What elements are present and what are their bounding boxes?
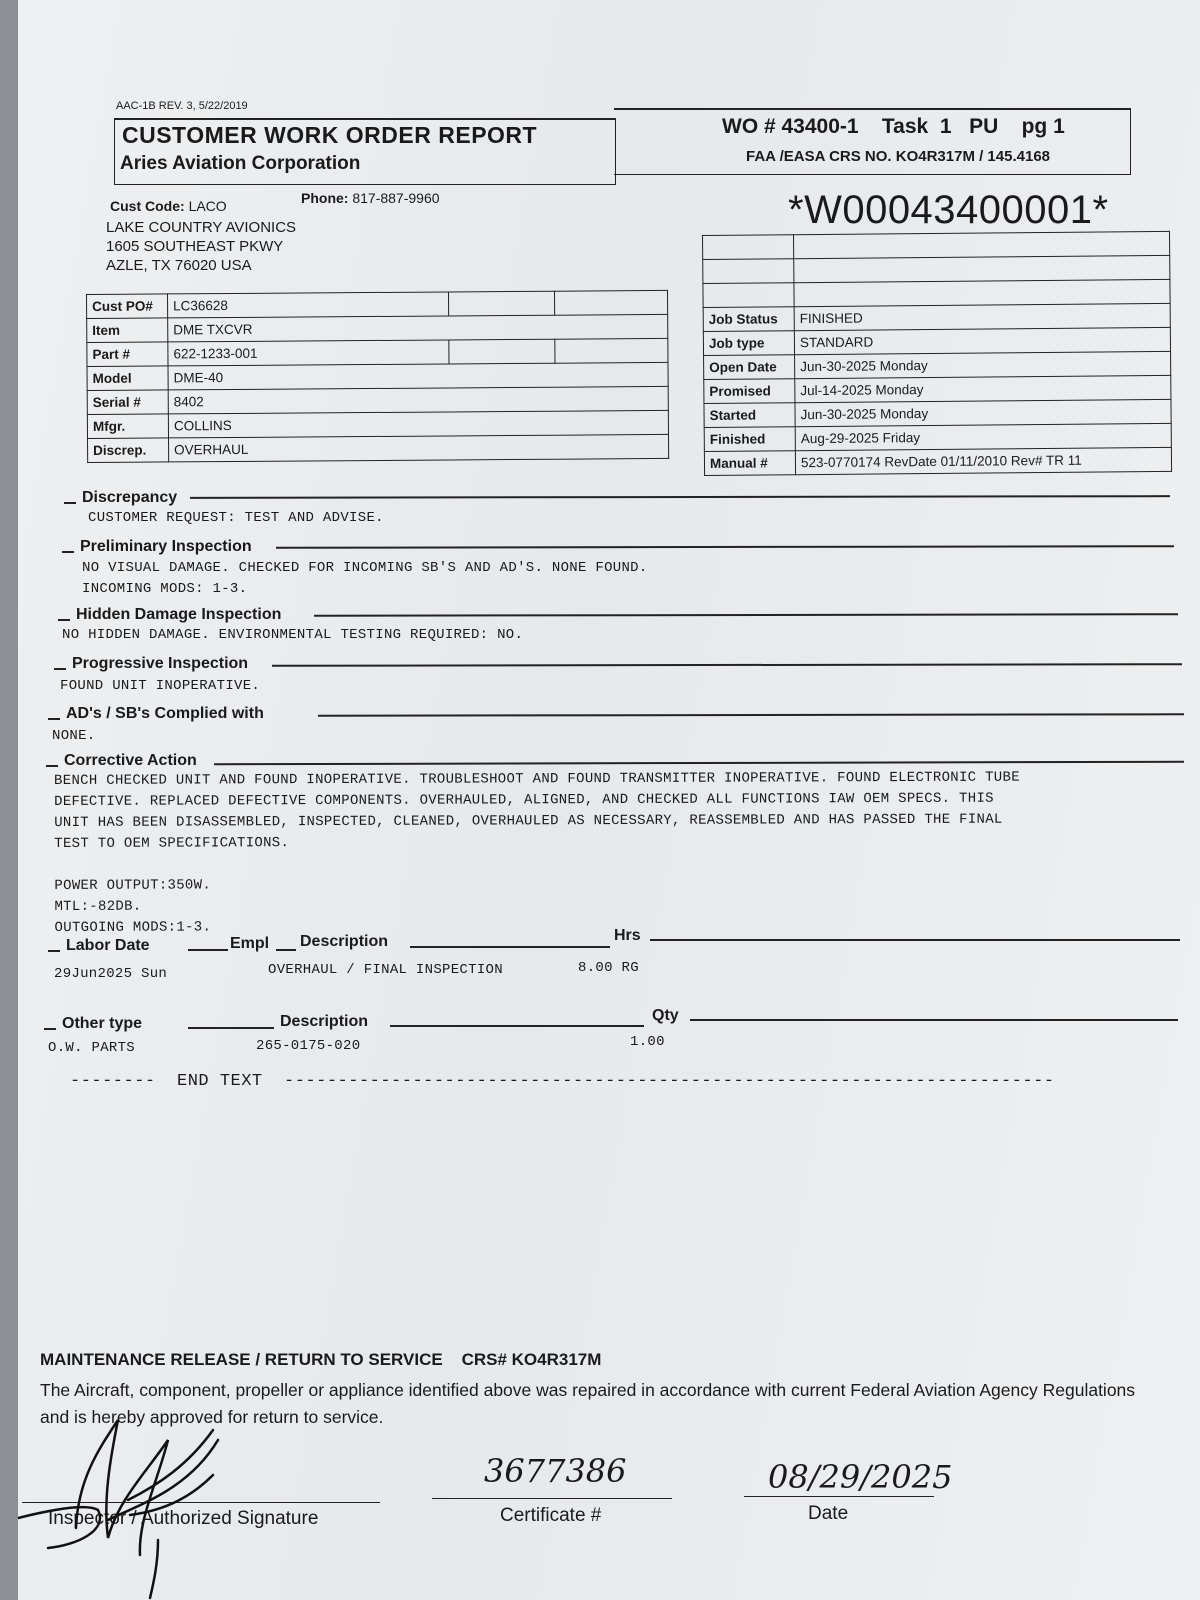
- table-row: [88, 434, 669, 462]
- header-rule: [410, 946, 610, 948]
- row-label: Model: [87, 366, 168, 391]
- header-rule: [390, 1025, 644, 1027]
- other-description: 265-0175-020: [256, 1038, 361, 1054]
- corrective-action-text: BENCH CHECKED UNIT AND FOUND INOPERATIVE. TROUBLESHOOT AND FOUND TRANSMITTER INOPERATIVE. FOUND ELECTRONIC TUBE DEFECTIVE. REPLACED DEFECTIVE COMPONENTS. OVERHAULED, ALIGNED, AND CHECKED ALL FUNCTIONS IAW OEM SPECS. THIS UNIT HAS BEEN DISASSEMBLED, INSPECTED, CLEANED, OVERHAULED AS NECESSARY, REASSEMBLED AND HAS PASSED THE FINAL TEST TO OEM SPECIFICATIONS. POWER OUTPUT:350W. MTL:-82DB. OUTGOING MODS:1-3.: [54, 769, 1020, 936]
- blank-cell: [449, 339, 555, 364]
- blank-cell: [703, 235, 794, 260]
- report-title: CUSTOMER WORK ORDER REPORT: [122, 122, 538, 148]
- blank-cell: [794, 231, 1170, 258]
- certificate-number: 3677386: [484, 1452, 627, 1490]
- labor-description: OVERHAUL / FINAL INSPECTION: [268, 962, 503, 978]
- preliminary-text: NO VISUAL DAMAGE. CHECKED FOR INCOMING SB'S AND AD'S. NONE FOUND. INCOMING MODS: 1-3.: [82, 560, 648, 597]
- address-line-1: 1605 SOUTHEAST PKWY: [106, 238, 284, 255]
- phone-value: 817-887-9960: [352, 190, 440, 206]
- qty-header: Qty: [652, 1007, 679, 1024]
- blank-cell: [703, 259, 794, 284]
- row-label: Cust PO#: [87, 294, 168, 319]
- progressive-heading: Progressive Inspection: [54, 655, 248, 673]
- row-value: Jul-14-2025 Monday: [795, 375, 1171, 402]
- row-value: LC36628: [168, 292, 449, 318]
- row-value: COLLINS: [168, 410, 668, 437]
- row-label: Mfgr.: [87, 414, 168, 439]
- row-value: 622-1233-001: [168, 340, 449, 366]
- blank-cell: [554, 290, 667, 315]
- other-qty: 1.00: [630, 1034, 665, 1050]
- row-value: Aug-29-2025 Friday: [795, 423, 1171, 450]
- inspector-signature: [18, 1380, 278, 1600]
- row-label: Serial #: [87, 390, 168, 415]
- discrepancy-heading: Discrepancy: [64, 489, 177, 507]
- other-description-header: Description: [280, 1013, 369, 1030]
- row-value: FINISHED: [794, 303, 1170, 330]
- cust-code-value: LACO: [188, 198, 227, 214]
- section-rule: [214, 761, 1184, 766]
- blank-cell: [448, 291, 554, 316]
- other-type: O.W. PARTS: [48, 1040, 136, 1056]
- certificate-line: [432, 1498, 672, 1499]
- blank-cell: [555, 338, 668, 363]
- labor-date: 29Jun2025 Sun: [54, 966, 168, 982]
- certificate-label: Certificate #: [500, 1505, 602, 1526]
- hrs-header: Hrs: [614, 927, 641, 944]
- section-rule: [314, 613, 1178, 617]
- hidden-damage-text: NO HIDDEN DAMAGE. ENVIRONMENTAL TESTING REQUIRED: NO.: [62, 627, 524, 643]
- header-rule: [690, 1019, 1178, 1021]
- job-status-table: [702, 231, 1172, 476]
- address-line-2: AZLE, TX 76020 USA: [106, 257, 252, 274]
- cust-code-label: Cust Code:: [110, 198, 185, 214]
- row-label: Manual #: [704, 451, 795, 476]
- ads-sbs-heading: AD's / SB's Complied with: [48, 705, 264, 723]
- row-value: Jun-30-2025 Monday: [795, 399, 1171, 426]
- corrective-action-heading: Corrective Action: [46, 752, 197, 770]
- labor-description-header: Description: [300, 933, 389, 950]
- row-value: STANDARD: [794, 327, 1170, 354]
- blank-cell: [794, 279, 1170, 306]
- form-revision: AAC-1B REV. 3, 5/22/2019: [116, 100, 248, 112]
- row-label: Open Date: [704, 355, 795, 380]
- blank-cell: [703, 283, 794, 308]
- date-label: Date: [808, 1503, 849, 1524]
- row-label: Part #: [87, 342, 168, 367]
- row-label: Item: [87, 318, 168, 343]
- release-date: 08/29/2025: [768, 1458, 953, 1496]
- header-rule: [650, 939, 1180, 941]
- discrepancy-text: CUSTOMER REQUEST: TEST AND ADVISE.: [88, 510, 384, 526]
- row-label: Discrep.: [88, 438, 169, 463]
- signature-label: Inspector / Authorized Signature: [48, 1508, 319, 1529]
- row-label: Finished: [704, 427, 795, 452]
- row-label: Job Status: [703, 307, 794, 332]
- section-rule: [190, 495, 1170, 499]
- row-label: Job type: [703, 331, 794, 356]
- hidden-damage-heading: Hidden Damage Inspection: [58, 606, 281, 624]
- customer-phone: [301, 190, 440, 206]
- customer-name: LAKE COUNTRY AVIONICS: [106, 219, 297, 236]
- blank-cell: [794, 255, 1170, 282]
- progressive-text: FOUND UNIT INOPERATIVE.: [60, 678, 261, 694]
- header-rule: [188, 1027, 274, 1029]
- work-order-sheet: [18, 0, 1200, 1600]
- labor-hours: 8.00 RG: [578, 960, 639, 976]
- crs-number: FAA /EASA CRS NO. KO4R317M / 145.4168: [746, 148, 1050, 165]
- row-value: DME-40: [168, 362, 668, 389]
- customer-code: [110, 198, 227, 214]
- section-rule: [276, 545, 1174, 549]
- row-value: 523-0770174 RevDate 01/11/2010 Rev# TR 11: [795, 447, 1171, 474]
- maintenance-release-statement: The Aircraft, component, propeller or appliance identified above was repaired in accordance with current Federal Aviation Agency Regulations and is hereby approved for return to service.: [40, 1380, 1136, 1427]
- company-name: Aries Aviation Corporation: [120, 153, 361, 174]
- row-value: 8402: [168, 386, 668, 413]
- section-rule: [272, 663, 1182, 667]
- ads-sbs-text: NONE.: [52, 728, 96, 744]
- end-text-marker: -------- END TEXT ------------------------------------------------------------------------: [70, 1072, 1055, 1091]
- labor-date-header: Labor Date: [48, 937, 150, 955]
- row-value: DME TXCVR: [168, 314, 668, 341]
- table-row: [704, 447, 1171, 475]
- date-line: [744, 1496, 934, 1497]
- item-details-table: [86, 290, 669, 463]
- empl-header: Empl: [230, 935, 270, 952]
- maintenance-release-title: MAINTENANCE RELEASE / RETURN TO SERVICE CRS# KO4R317M: [40, 1350, 602, 1369]
- other-type-header: Other type: [44, 1015, 142, 1033]
- phone-label: Phone:: [301, 190, 349, 206]
- row-value: OVERHAUL: [169, 434, 669, 461]
- customer-address: [106, 218, 296, 275]
- preliminary-heading: Preliminary Inspection: [62, 538, 252, 556]
- work-order-number: WO # 43400-1 Task 1 PU pg 1: [722, 115, 1065, 138]
- header-rule: [276, 949, 296, 951]
- row-label: Promised: [704, 379, 795, 404]
- row-value: Jun-30-2025 Monday: [795, 351, 1171, 378]
- row-label: Started: [704, 403, 795, 428]
- barcode-text: *W00043400001*: [788, 188, 1109, 232]
- section-rule: [318, 713, 1184, 717]
- header-rule: [188, 949, 228, 951]
